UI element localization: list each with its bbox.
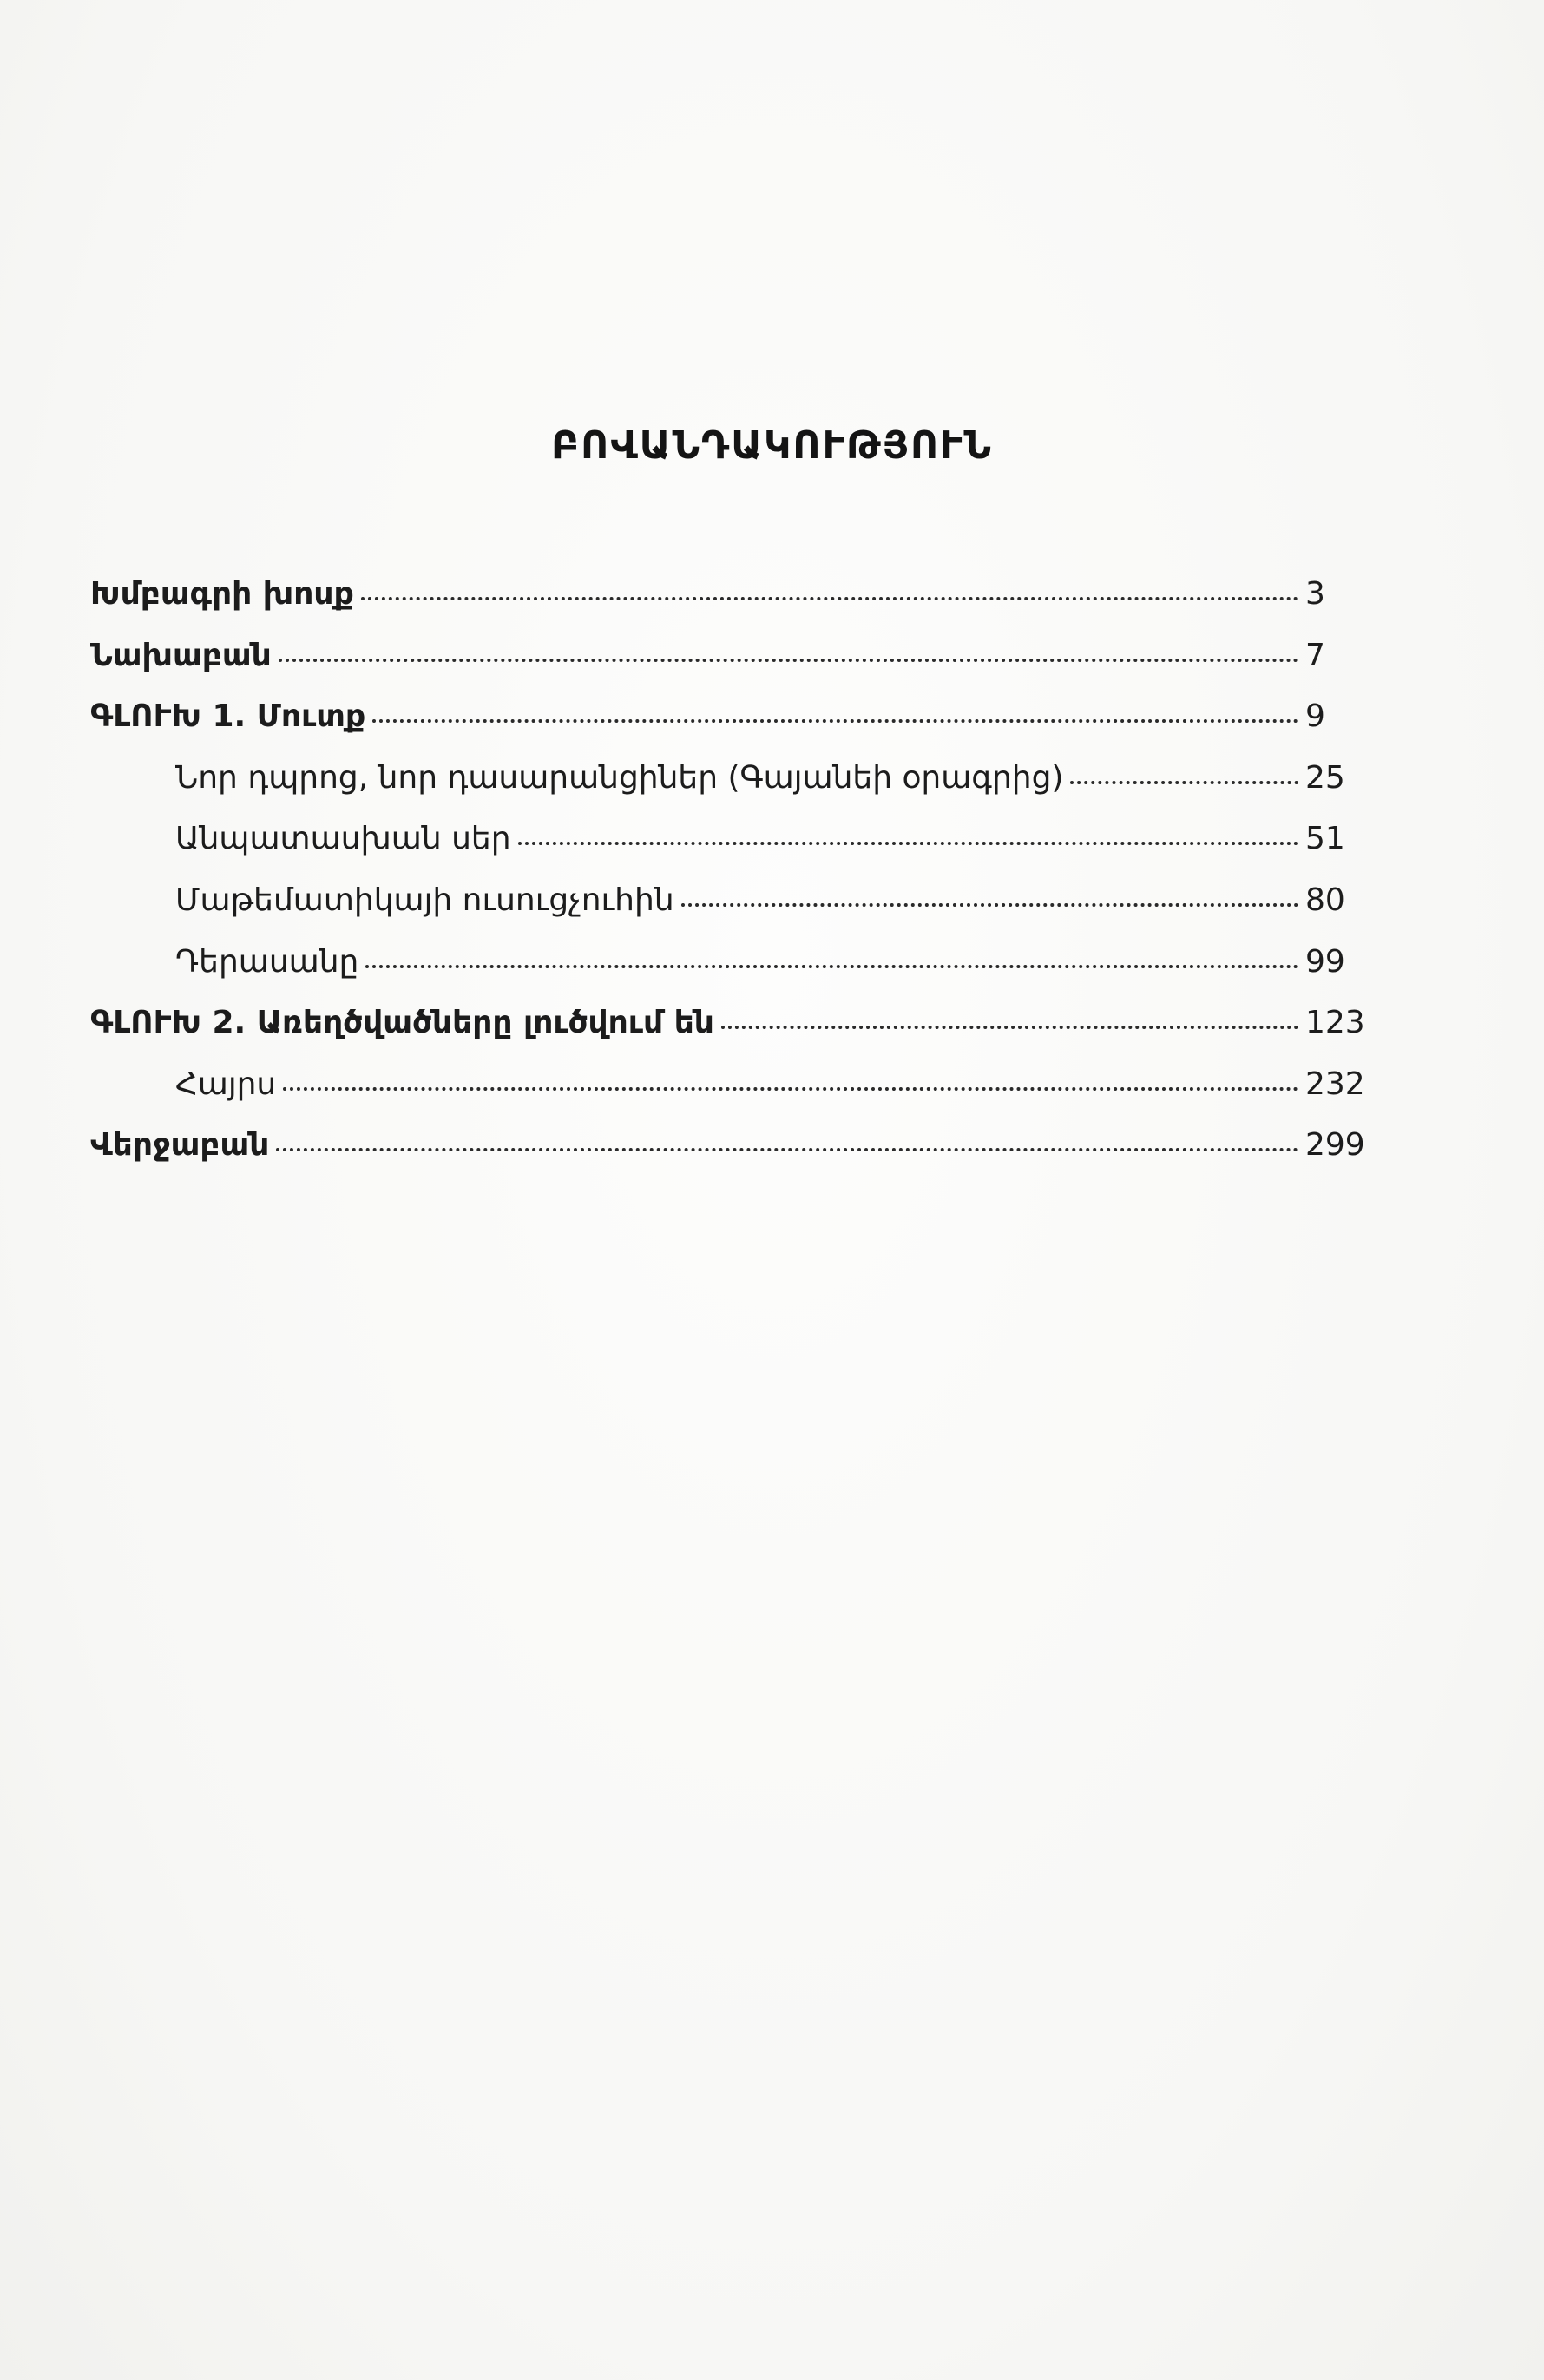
toc-entry-label: Հայրս	[175, 1065, 277, 1102]
toc-entry-page: 80	[1305, 882, 1345, 918]
dot-leader	[518, 838, 1298, 845]
dot-leader	[365, 961, 1298, 968]
toc-entry-label: Նախաբան	[90, 637, 272, 673]
toc-entry-chapter-2	[90, 993, 1366, 1054]
toc-entry-new-school	[90, 748, 1366, 810]
toc-entry-label: Վերջաբան	[90, 1127, 270, 1164]
toc-entry-my-father	[90, 1054, 1366, 1116]
dot-leader	[1070, 777, 1298, 784]
toc-entry-math-teacher	[90, 870, 1366, 932]
toc-entry-label: ԳԼՈՒԽ 1. Մուտք	[90, 698, 366, 735]
dot-leader	[279, 655, 1298, 662]
toc-title: ԲՈՎԱՆԴԱԿՈՒԹՅՈՒՆ	[551, 423, 993, 468]
toc-entry-preface	[90, 626, 1366, 687]
toc-entry-label: ԳԼՈՒԽ 2. Առեղծվածները լուծվում են	[90, 1005, 714, 1041]
toc-entry-label: Դերասանը	[175, 943, 359, 980]
toc-entry-editor-word	[90, 564, 1366, 626]
dot-leader	[283, 1084, 1298, 1091]
toc-entry-label: Նոր դպրոց, նոր դասարանցիներ (Գայանեի օրագրից)	[175, 759, 1064, 796]
toc-entry-page: 299	[1305, 1127, 1365, 1164]
toc-entry-page: 3	[1305, 576, 1325, 612]
toc-entry-page: 232	[1305, 1065, 1365, 1102]
toc-entry-chapter-1	[90, 686, 1366, 748]
toc-list	[90, 564, 1366, 1177]
dot-leader	[276, 1144, 1298, 1151]
toc-entry-epilogue	[90, 1115, 1366, 1177]
toc-entry-label: Խմբագրի խոսք	[90, 576, 354, 612]
toc-entry-unrequited-love	[90, 809, 1366, 870]
toc-entry-label: Անպատասխան սեր	[175, 821, 511, 857]
dot-leader	[681, 900, 1298, 907]
dot-leader	[721, 1022, 1298, 1029]
toc-entry-page: 7	[1305, 637, 1325, 673]
dot-leader	[372, 716, 1298, 723]
dot-leader	[361, 593, 1298, 600]
toc-entry-page: 25	[1305, 759, 1345, 796]
toc-entry-page: 9	[1305, 698, 1325, 735]
toc-entry-page: 51	[1305, 821, 1345, 857]
toc-entry-label: Մաթեմատիկայի ուսուցչուհին	[175, 882, 674, 918]
toc-entry-actor	[90, 932, 1366, 993]
toc-entry-page: 123	[1305, 1005, 1365, 1041]
toc-entry-page: 99	[1305, 943, 1345, 980]
